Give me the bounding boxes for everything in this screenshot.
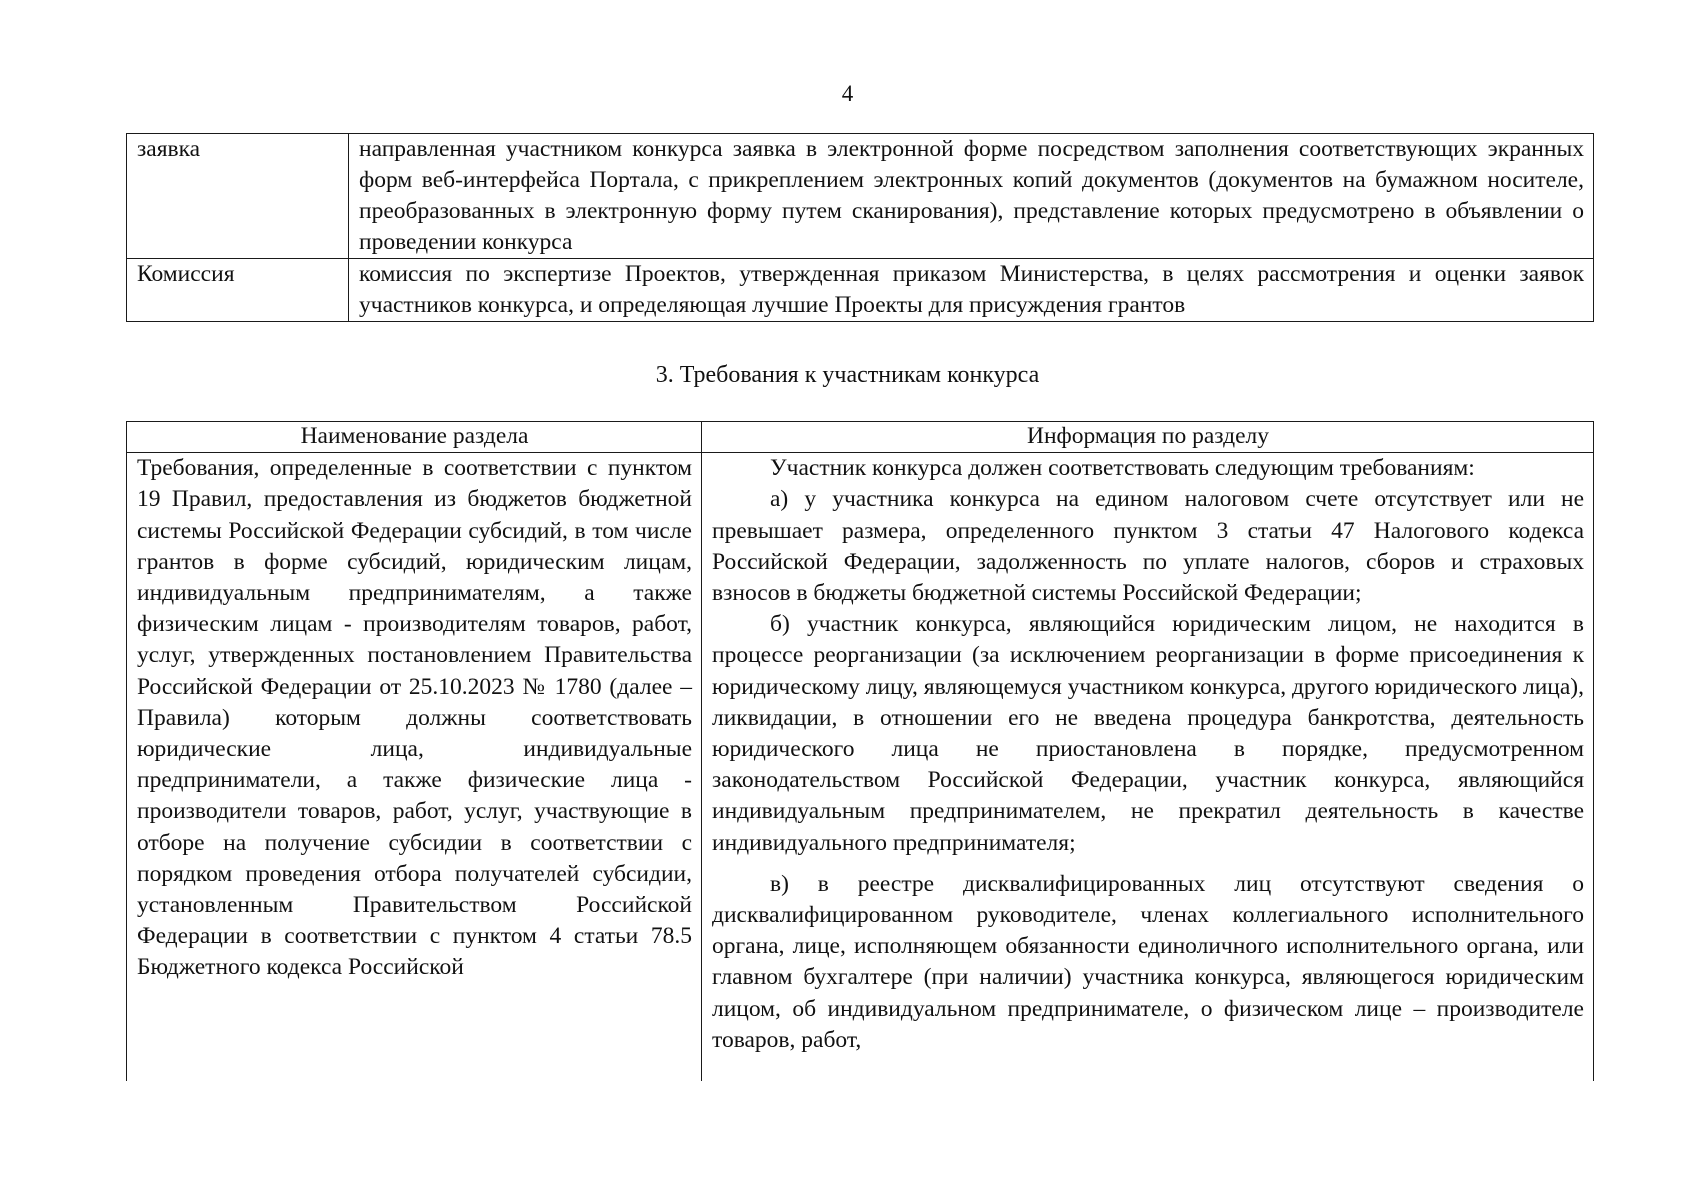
definition-text: направленная участником конкурса заявка в электронной форме посредством заполнения соответствующих экранных форм веб-интерфейса Портала, с прикреплением электронных копий документов (документов на бумажном носителе, преобразованных в электронную форму путем сканирования), представление которых предусмотрено в объявлении о проведении конкурса bbox=[349, 134, 1594, 259]
column-header-section-name: Наименование раздела bbox=[127, 422, 702, 453]
table-row bbox=[127, 259, 1594, 322]
table-row bbox=[127, 134, 1594, 259]
definition-term: Комиссия bbox=[127, 259, 349, 322]
table-header-row bbox=[127, 422, 1594, 453]
table-row bbox=[127, 453, 1594, 1081]
page-number: 4 bbox=[841, 81, 854, 106]
section-title: 3. Требования к участникам конкурса bbox=[655, 362, 1040, 388]
definition-term: заявка bbox=[127, 134, 349, 259]
requirements-section-info bbox=[702, 453, 1594, 1081]
definition-text: комиссия по экспертизе Проектов, утвержденная приказом Министерства, в целях рассмотрения и оценки заявок участников конкурса, и определяющая лучшие Проекты для присуждения грантов bbox=[349, 259, 1594, 322]
requirements-intro: Участник конкурса должен соответствовать следующим требованиям: bbox=[770, 455, 1475, 482]
definitions-table bbox=[126, 133, 1594, 322]
requirement-item-a: а) у участника конкурса на едином налоговом счете отсутствует или не превышает размера, определенного пунктом 3 статьи 47 Налогового кодекса Российской Федерации, задолженность по уплате налогов, сборов и страховых взносов в бюджеты бюджетной системы Российской Федерации; bbox=[712, 486, 1584, 607]
column-header-section-info: Информация по разделу bbox=[702, 422, 1594, 453]
requirements-section-name: Требования, определенные в соответствии с пунктом 19 Правил, предоставления из бюджетов бюджетной системы Российской Федерации субсидий, в том числе грантов в форме субсидий, юридическим лицам, индивидуальным предпринимателям, а также физическим лицам - производителям товаров, работ, услуг, утвержденных постановлением Правительства Российской Федерации от 25.10.2023 № 1780 (далее – Правила) которым должны соответствовать юридические лица, индивидуальные предприниматели, а также физические лица - производители товаров, работ, услуг, участвующие в отборе на получение субсидии в соответствии с порядком проведения отбора получателей субсидии, установленным Правительством Российской Федерации в соответствии с пунктом 4 статьи 78.5 Бюджетного кодекса Российской bbox=[127, 453, 702, 1081]
requirement-item-b: б) участник конкурса, являющийся юридическим лицом, не находится в процессе реорганизации (за исключением реорганизации в форме присоединения к юридическому лицу, являющемуся участником конкурса, другого юридического лица), ликвидации, в отношении его не введена процедура банкротства, деятельность юридического лица не приостановлена в порядке, предусмотренном законодательством Российской Федерации, участник конкурса, являющийся индивидуальным предпринимателем, не прекратил деятельность в качестве индивидуального предпринимателя; bbox=[712, 611, 1584, 856]
requirements-table bbox=[126, 421, 1594, 1081]
requirement-item-v: в) в реестре дисквалифицированных лиц отсутствуют сведения о дисквалифицированном руководителе, членах коллегиального исполнительного органа, лице, исполняющем обязанности единоличного исполнительного органа, или главном бухгалтере (при наличии) участника конкурса, являющегося юридическим лицом, об индивидуальном предпринимателе, о физическом лице – производителе товаров, работ, bbox=[712, 870, 1584, 1053]
